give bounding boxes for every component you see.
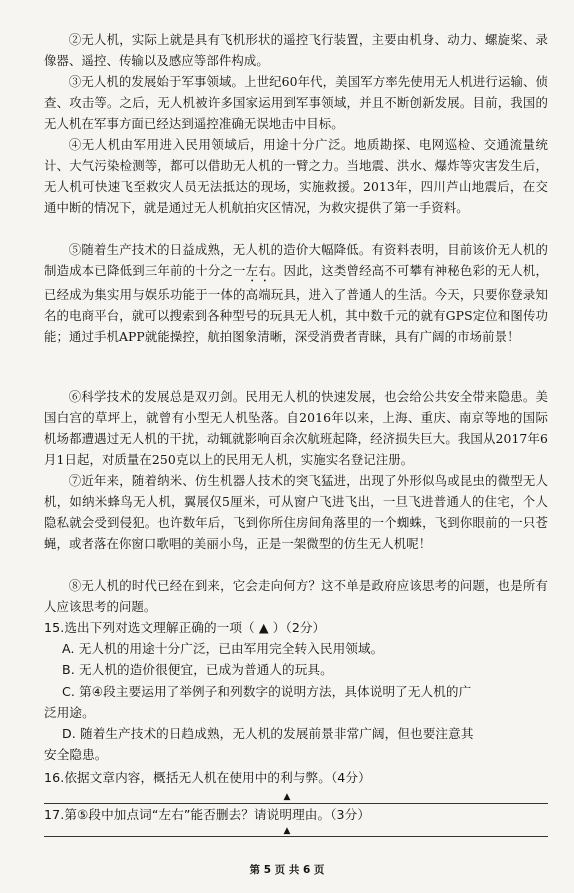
question-16: 16.依据文章内容，概括无人机在使用中的利与弊。（4分） [44,770,371,785]
page-footer: 第 5 页 共 6 页 [249,864,325,876]
dotted-word: 左右 [245,262,271,278]
paragraph-5 [44,240,548,348]
option-c-line1: C. 第④段主要运用了举例子和列数字的说明方法，具体说明了无人机的广 [62,684,472,699]
option-d-line2: 安全隐患。 [44,747,108,762]
option-c-line2: 泛用途。 [44,705,95,720]
option-b: B. 无人机的造价很便宜，已成为普通人的玩具。 [62,662,333,677]
answer-line-17 [44,836,548,837]
option-a: A. 无人机的用途十分广泛，已由军用完全转入民用领域。 [62,641,384,656]
question-17: 17.第⑤段中加点词“左右”能否删去？请说明理由。（3分） [44,807,371,822]
paragraph-8: ⑧无人机的时代已经在到来，它会走向何方？这不单是政府应该思考的问题，也是所有人应该思考的问题。 [44,578,548,614]
paragraph-7: ⑦近年来，随着纳米、仿生机器人技术的突飞猛进，出现了外形似鸟或昆虫的微型无人机，如纳米蜂鸟无人机，翼展仅5厘米，可从窗户飞进飞出，一旦飞进普通人的住宅，个人隐私就会受到侵犯。也许数年后，飞到你所住房间角落里的一个蜘蛛，飞到你眼前的一只苍蝇，或者落在你窗口歌唱的美丽小鸟，正是一架微型的仿生无人机呢！ [44,473,548,551]
option-d-line1: D. 随着生产技术的日趋成熟，无人机的发展前景非常广阔，但也要注意其 [62,726,474,741]
answer-mark-17: ▲ [283,826,291,836]
paragraph-5-pre: ⑤随着生产技术的日益成熟，无人机的造价大幅降低。有资料表明，目前该价无人机的制造成本已降低到三年前的十分之一 [44,242,548,278]
paragraph-2: ②无人机，实际上就是具有飞机形状的遥控飞行装置，主要由机身、动力、螺旋桨、录像器、遥控、传输以及感应等部件构成。 [44,32,548,68]
question-15-stem: 15.选出下列对选文理解正确的一项（ ▲ ）（2分） [44,620,326,635]
paragraph-3: ③无人机的发展始于军事领域。上世纪60年代，美国军方率先使用无人机进行运输、侦查、攻击等。之后，无人机被许多国家运用到军事领域，并且不断创新发展。目前，我国的无人机在军事方面已经达到遥控准确无误地击中目标。 [44,74,548,131]
answer-line-16 [44,803,548,804]
answer-mark-16: ▲ [283,792,291,802]
paragraph-4: ④无人机由军用进入民用领域后，用途十分广泛。地质勘探、电网巡检、交通流量统计、大气污染检测等，都可以借助无人机的一臂之力。当地震、洪水、爆炸等灾害发生后，无人机可快速飞至救灾人员无法抵达的现场，实施救援。2013年，四川芦山地震后，在交通中断的情况下，就是通过无人机航拍灾区情况，为救灾提供了第一手资料。 [44,137,548,215]
paragraph-6: ⑥科学技术的发展总是双刃剑。民用无人机的快速发展，也会给公共安全带来隐患。美国白宫的草坪上，就曾有小型无人机坠落。自2016年以来，上海、重庆、南京等地的国际机场都遭遇过无人机的干扰，动辄就影响百余次航班起降，经济损失巨大。我国从2017年6月1日起，对质量在250克以上的民用无人机，实施实名登记注册。 [44,389,548,467]
paragraph-5-post: 。因此，这类曾经高不可攀有神秘色彩的无人机，已经成为集实用与娱乐功能于一体的高端玩具，进入了普通人的生活。今天，只要你登录知名的电商平台，就可以搜索到各种型号的玩具无人机，其中数千元的就有GPS定位和图传功能；通过手机APP就能操控，航拍图象清晰，深受消费者青睐，具有广阔的市场前景！ [44,262,549,344]
